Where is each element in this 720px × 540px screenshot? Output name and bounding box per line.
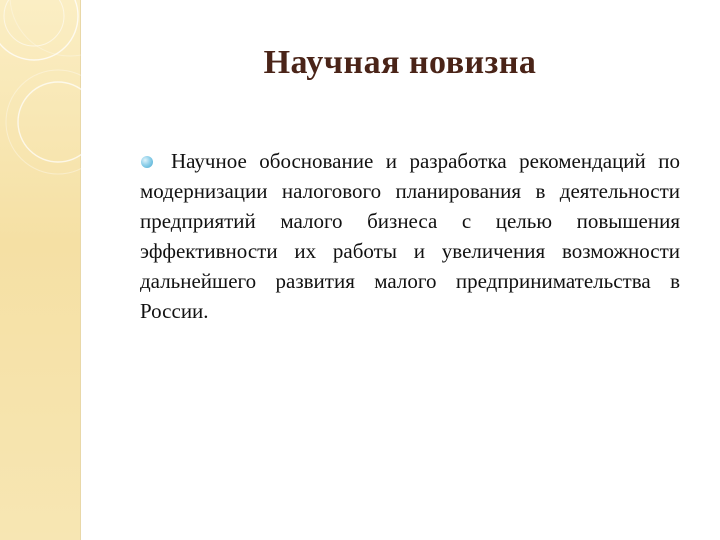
slide-title: Научная новизна	[263, 44, 537, 81]
bullet-text: Научное обоснование и разработка рекомендаций по модернизации налогового планирования в деятельности предприятий малого бизнеса с целью повышения эффективности их работы и увеличения возможности дальнейшего развития малого предпринимательства в России.	[140, 149, 680, 323]
